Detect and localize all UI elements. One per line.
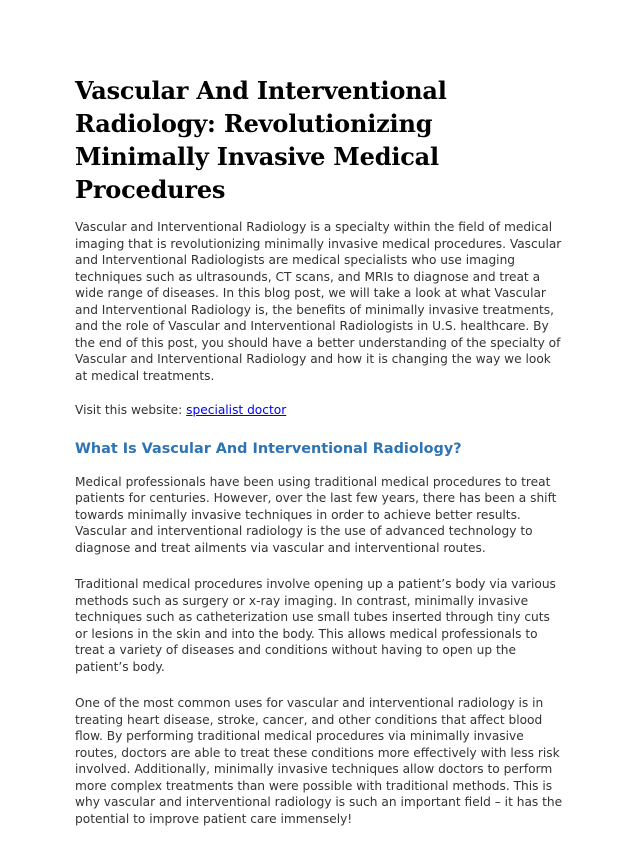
visit-prefix: Visit this website: <box>75 403 187 417</box>
page-title: Vascular And Interventional Radiology: Revolutionizing Minimally Invasive Medical Procedures <box>75 76 447 204</box>
document-page <box>75 74 563 847</box>
intro-paragraph: Vascular and Interventional Radiology is a specialty within the field of medical imaging that is revolutionizing minimally invasive medical procedures. Vascular and Interventional Radiologists are medical specialists who use imaging techniques such as ultrasounds, CT scans, and MRIs to diagnose and treat a wide range of diseases. In this blog post, we will take a look at what Vascular and Interventional Radiology is, the benefits of minimally invasive treatments, and the role of Vascular and Interventional Radiologists in U.S. healthcare. By the end of this post, you should have a better understanding of the specialty of Vascular and Interventional Radiology and how it is changing the way we look at medical treatments. <box>75 220 562 383</box>
section-heading: What Is Vascular And Interventional Radiology? <box>75 440 462 457</box>
specialist-doctor-link[interactable]: specialist doctor <box>186 403 287 417</box>
visit-line <box>75 402 563 419</box>
body-paragraph-1: Medical professionals have been using traditional medical procedures to treat patients for centuries. However, over the last few years, there has been a shift towards minimally invasive techniques in order to achieve better results. Vascular and interventional radiology is the use of advanced technology to diagnose and treat ailments via vascular and interventional routes. <box>75 474 557 555</box>
body-paragraph-3: One of the most common uses for vascular and interventional radiology is in treating heart disease, stroke, cancer, and other conditions that affect blood flow. By performing traditional medical procedures via minimally invasive routes, doctors are able to treat these conditions more effectively with less risk involved. Additionally, minimally invasive techniques allow doctors to perform more complex treatments than were possible with traditional methods. This is why vascular and interventional radiology is such an important field – it has the potential to improve patient care immensely! <box>75 696 563 826</box>
body-paragraph-2: Traditional medical procedures involve opening up a patient’s body via various methods such as surgery or x-ray imaging. In contrast, minimally invasive techniques such as catheterization use small tubes inserted through tiny cuts or lesions in the skin and into the body. This allows medical professionals to treat a variety of diseases and conditions without having to open up the patient’s body. <box>75 577 556 674</box>
